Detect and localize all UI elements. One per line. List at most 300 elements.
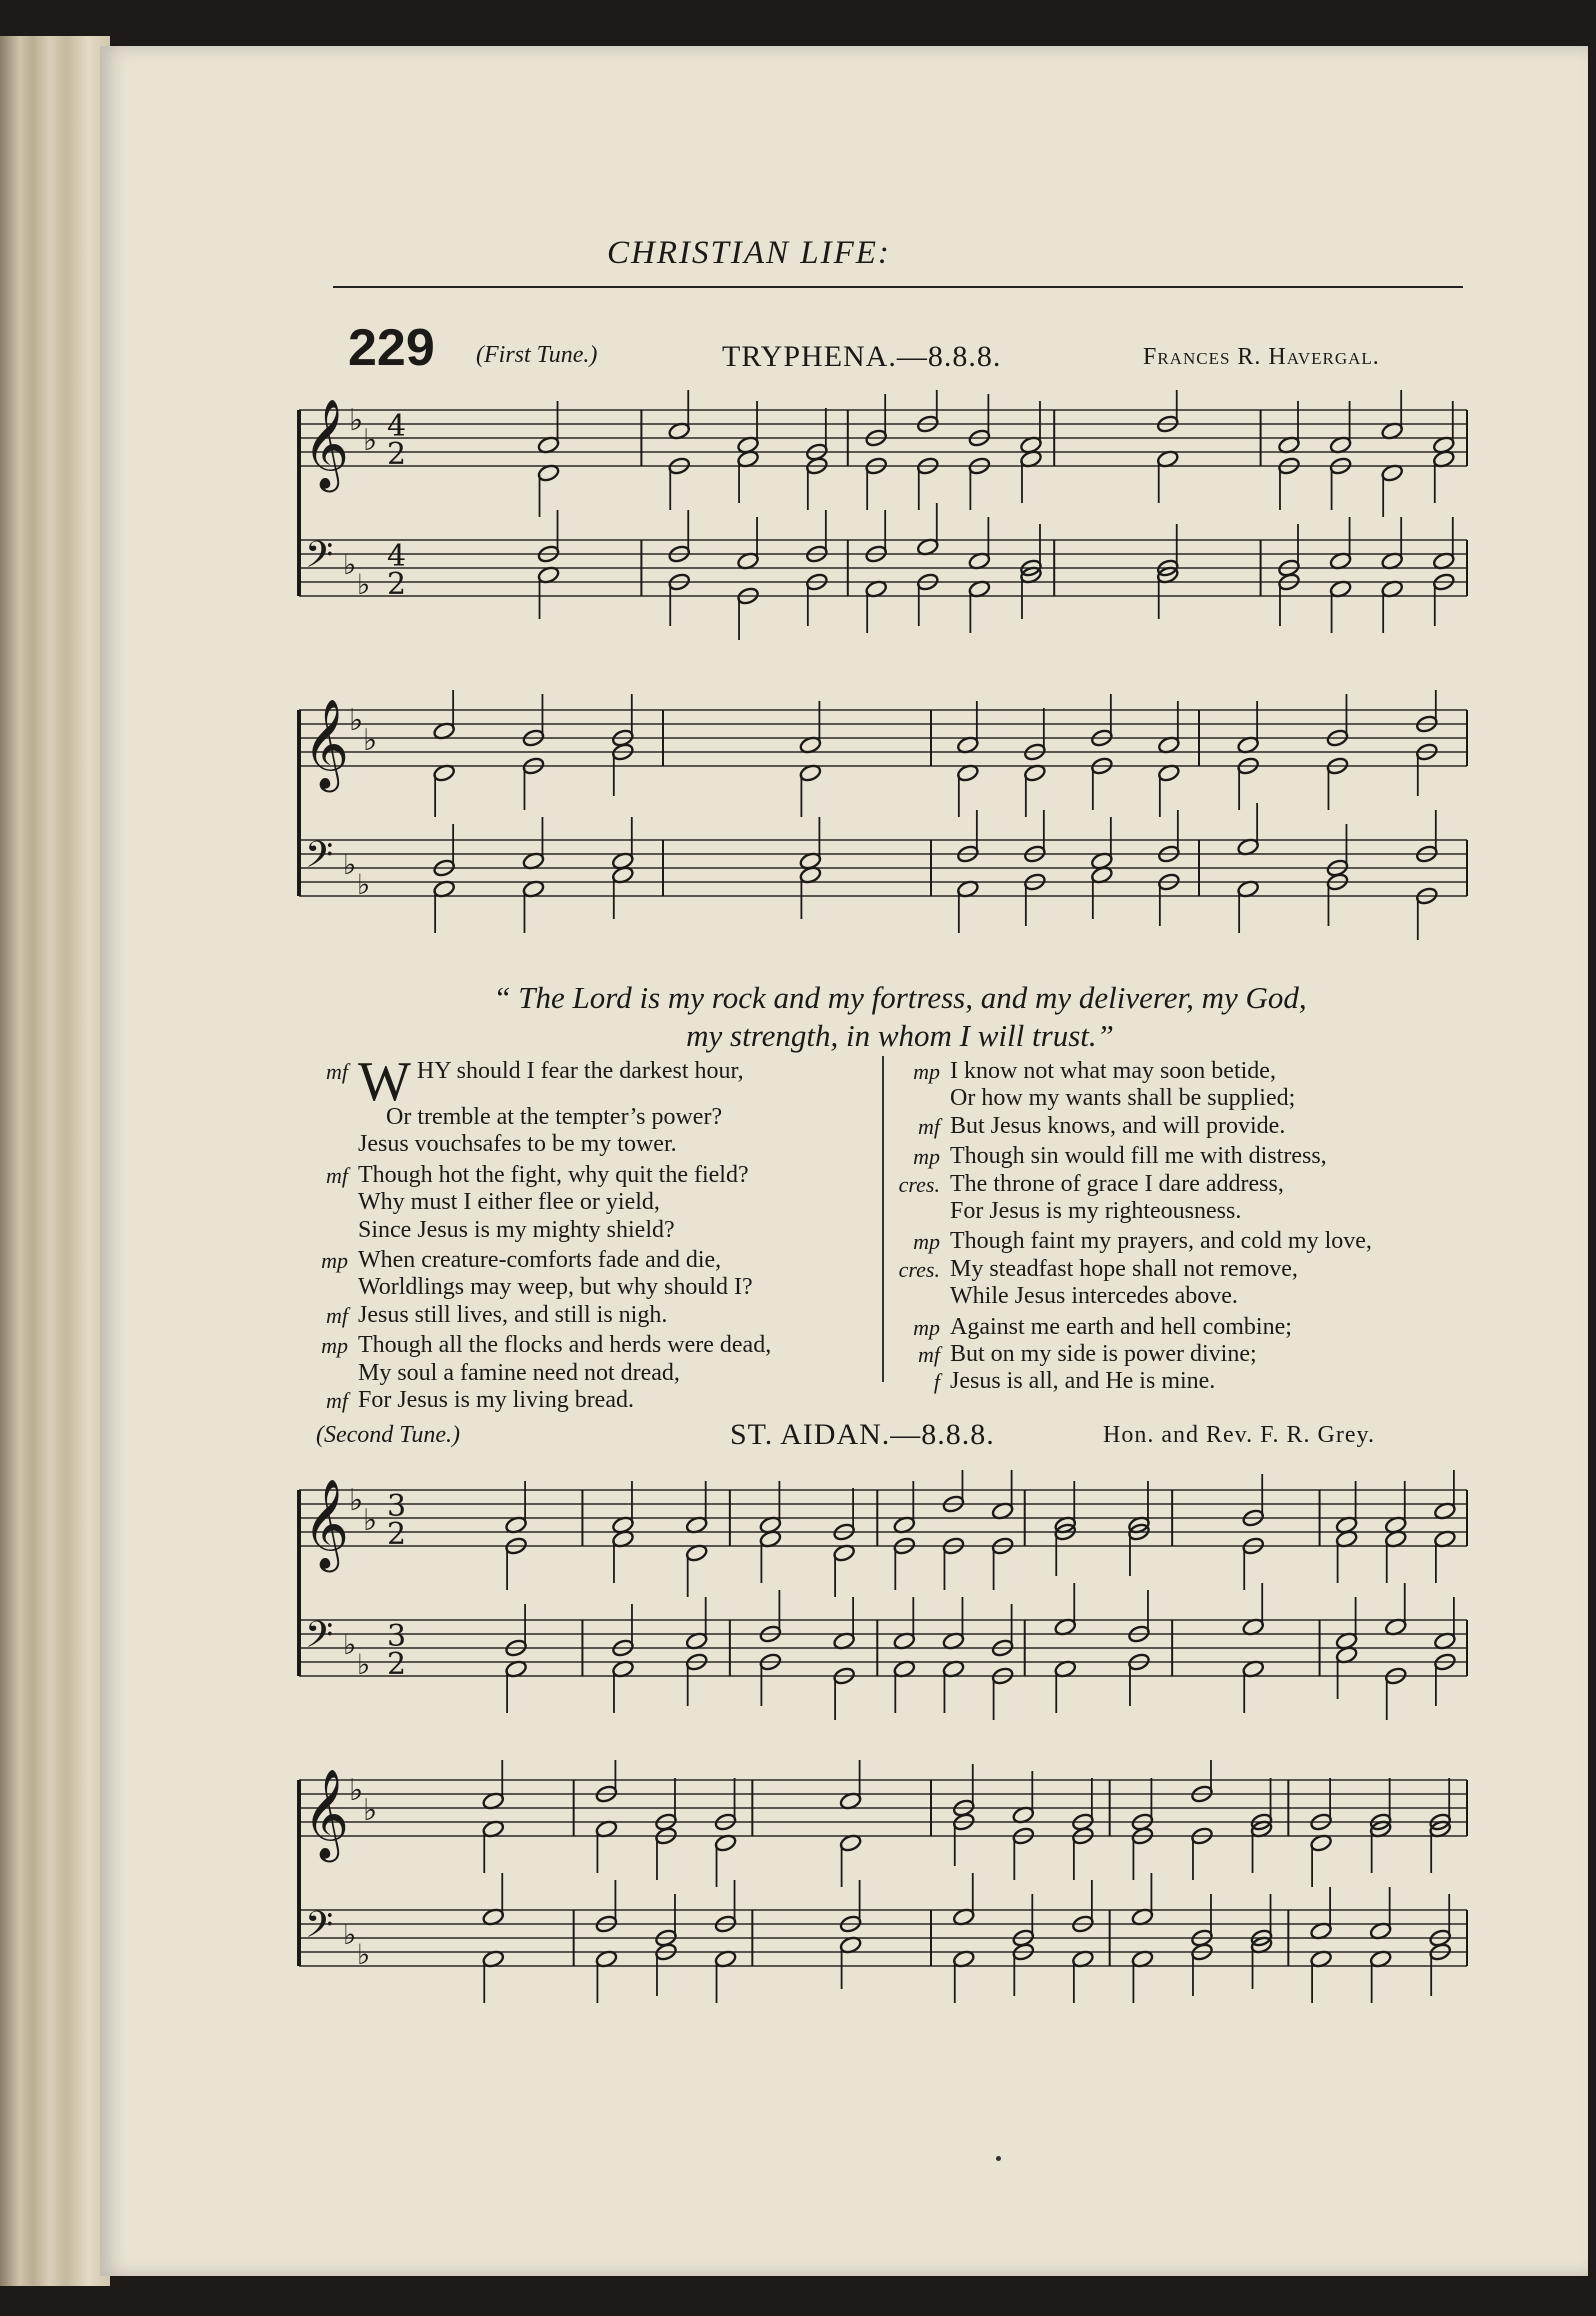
note (1023, 708, 1046, 762)
note (1019, 449, 1042, 503)
dynamic-marking (300, 1274, 358, 1301)
note (805, 572, 828, 626)
note (1384, 1666, 1407, 1720)
dynamic-marking: mf (326, 1059, 348, 1084)
verse-left-line (300, 1051, 880, 1113)
note (952, 1812, 975, 1866)
dynamic-marking (300, 1104, 358, 1131)
note (1156, 390, 1179, 434)
verse-left-line (300, 1247, 880, 1274)
note (799, 701, 822, 755)
note (952, 1873, 975, 1927)
verse-text: For Jesus is my righteousness. (950, 1198, 1242, 1225)
note (1277, 524, 1300, 578)
note (799, 817, 822, 871)
note (968, 456, 991, 510)
verse-right-line (892, 1143, 1482, 1170)
dynamic-marking: f (933, 1369, 940, 1395)
verse-right-line (892, 1228, 1482, 1255)
note (864, 579, 887, 633)
note (1131, 1778, 1154, 1832)
note (611, 1529, 634, 1583)
verse-text: Or how my wants shall be supplied; (950, 1085, 1296, 1112)
note (1432, 517, 1455, 571)
note (1329, 517, 1352, 571)
st-aidan-system-2 (295, 1760, 1475, 2050)
note (1190, 1942, 1213, 1996)
verse-text: Jesus still lives, and still is nigh. (358, 1301, 668, 1328)
note (864, 510, 887, 564)
note (1012, 1826, 1035, 1880)
verse-left-line (300, 1332, 880, 1359)
note (685, 1652, 708, 1706)
note (1329, 401, 1352, 455)
verse-right-line (892, 1283, 1482, 1310)
note (1415, 742, 1438, 796)
note (1309, 1887, 1332, 1941)
running-head: CHRISTIAN LIFE: (607, 235, 891, 271)
note (1433, 1470, 1456, 1521)
note (1242, 1583, 1265, 1637)
note (1326, 872, 1349, 926)
note (611, 817, 634, 871)
dynamic-marking: mf (326, 1302, 348, 1328)
note (504, 1659, 527, 1713)
verse-text: Though sin would fill me with distress, (950, 1143, 1327, 1170)
note (1415, 810, 1438, 864)
hymn-number: 229 (348, 319, 435, 377)
note (1023, 872, 1046, 926)
note (805, 510, 828, 564)
dynamic-marking: mp (913, 1229, 940, 1255)
verse-text: While Jesus intercedes above. (950, 1283, 1238, 1310)
note (1190, 1894, 1213, 1948)
time-signature: 2 (387, 1517, 407, 1552)
note (1326, 824, 1349, 878)
note (1012, 1894, 1035, 1948)
note (685, 1543, 708, 1597)
note (916, 572, 939, 626)
note (1384, 1481, 1407, 1535)
note (1432, 449, 1455, 503)
note (916, 456, 939, 510)
note (595, 1760, 618, 1804)
note (1380, 390, 1403, 441)
note (893, 1659, 916, 1713)
header-rule (333, 286, 1463, 288)
note (1428, 1942, 1451, 1996)
staff (299, 1490, 1467, 1546)
note (942, 1597, 965, 1651)
note (1326, 756, 1349, 810)
note (1432, 572, 1455, 626)
note (1156, 565, 1179, 619)
note (1428, 1894, 1451, 1948)
verses-right-column (892, 1058, 1482, 1396)
dynamic-marking: mp (913, 1314, 940, 1340)
note (1157, 872, 1180, 926)
note (1369, 1949, 1392, 2003)
note (916, 390, 939, 434)
note (1415, 886, 1438, 940)
note (432, 763, 455, 817)
note (1242, 1536, 1265, 1590)
tryphena-system-1 (295, 390, 1475, 660)
note (714, 1833, 737, 1887)
flat-sign: ♭ (363, 1793, 378, 1828)
dynamic-marking: mf (918, 1342, 940, 1368)
verses-left-column (300, 1051, 880, 1414)
verse-text: Against me earth and hell combine; (950, 1313, 1292, 1340)
note (668, 456, 691, 510)
note (839, 1760, 862, 1811)
note (942, 1536, 965, 1590)
note (1309, 1778, 1332, 1832)
flat-sign: ♭ (357, 1938, 371, 1971)
note (611, 865, 634, 919)
note (1369, 1887, 1392, 1941)
treble-clef: 𝄞 (303, 699, 350, 789)
note (1156, 449, 1179, 503)
note (537, 463, 560, 517)
note (522, 694, 545, 748)
dynamic-marking: cres. (898, 1171, 940, 1197)
note (1335, 1529, 1358, 1583)
note (1127, 1522, 1150, 1576)
note (432, 879, 455, 933)
note (736, 586, 759, 640)
note (968, 517, 991, 571)
note (714, 1949, 737, 2003)
note (1127, 1590, 1150, 1644)
first-tune-name: TRYPHENA.—8.8.8. (722, 340, 1002, 373)
note (1236, 803, 1259, 857)
note (1335, 1481, 1358, 1535)
epigraph-line-1: “ The Lord is my rock and my fortress, and my deliverer, my God, (493, 980, 1307, 1015)
note (1433, 1529, 1456, 1583)
note (805, 456, 828, 510)
second-tune-name: ST. AIDAN.—8.8.8. (730, 1418, 995, 1451)
note (864, 394, 887, 448)
note (1433, 1597, 1456, 1651)
note (685, 1597, 708, 1651)
staff (299, 1910, 1467, 1966)
note (1190, 1826, 1213, 1880)
verse-right-line (892, 1341, 1482, 1368)
book-page-edges (0, 36, 110, 2286)
bass-clef: 𝄢 (305, 834, 334, 885)
note (1277, 401, 1300, 455)
note (864, 456, 887, 510)
dynamic-marking: mp (913, 1144, 940, 1170)
note (1090, 865, 1113, 919)
note (537, 510, 560, 564)
note (1090, 756, 1113, 810)
note (522, 756, 545, 810)
verse-right-line (892, 1256, 1482, 1283)
note (942, 1659, 965, 1713)
note (839, 1833, 862, 1887)
dynamic-marking (892, 1085, 950, 1112)
note (759, 1590, 782, 1644)
note (952, 1949, 975, 2003)
verse-text: Since Jesus is my mighty shield? (358, 1216, 675, 1243)
flat-sign: ♭ (363, 423, 378, 458)
note (1242, 1474, 1265, 1528)
note (1433, 1652, 1456, 1706)
note (893, 1481, 916, 1535)
note (839, 1935, 862, 1989)
verse-right-line (892, 1058, 1482, 1085)
note (1019, 401, 1042, 455)
dynamic-marking (892, 1198, 950, 1225)
verse-right-line (892, 1085, 1482, 1112)
note (1190, 1760, 1213, 1804)
verse-right-line (892, 1368, 1482, 1395)
note (1432, 401, 1455, 455)
note (595, 1819, 618, 1873)
verse-text: Why must I either flee or yield, (358, 1189, 660, 1216)
note (1309, 1833, 1332, 1887)
note (714, 1778, 737, 1832)
dynamic-marking (300, 1360, 358, 1387)
note (991, 1604, 1014, 1658)
note (1157, 810, 1180, 864)
time-signature: 2 (387, 567, 407, 602)
note (832, 1597, 855, 1651)
verse-text: My steadfast hope shall not remove, (950, 1255, 1298, 1282)
note (611, 742, 634, 796)
dynamic-marking: mp (913, 1059, 940, 1084)
note (832, 1666, 855, 1720)
verse-text: Jesus vouchsafes to be my tower. (358, 1131, 677, 1158)
note (893, 1597, 916, 1651)
verse-text: WHY should I fear the darkest hour, (358, 1051, 744, 1113)
note (522, 879, 545, 933)
dynamic-marking (300, 1131, 358, 1158)
note (1012, 1942, 1035, 1996)
note (611, 1481, 634, 1535)
note (1236, 879, 1259, 933)
note (668, 510, 691, 564)
flat-sign: ♭ (363, 1503, 378, 1538)
note (714, 1880, 737, 1934)
note (968, 394, 991, 448)
staff (299, 840, 1467, 896)
note (1384, 1583, 1407, 1637)
staff (299, 1620, 1467, 1676)
note (537, 565, 560, 619)
time-signature: 4 (387, 409, 407, 444)
verse-right-line (892, 1314, 1482, 1341)
note (1157, 763, 1180, 817)
dynamic-marking (300, 1217, 358, 1244)
time-signature: 2 (387, 437, 407, 472)
treble-clef: 𝄞 (303, 1479, 350, 1569)
flat-sign: ♭ (363, 723, 378, 758)
note (1054, 1583, 1077, 1637)
note (1054, 1659, 1077, 1713)
note (611, 694, 634, 748)
verse-left-line (300, 1217, 880, 1244)
note (1335, 1597, 1358, 1651)
flat-sign: ♭ (343, 848, 357, 881)
page-mark (996, 2156, 1001, 2161)
time-signature: 3 (387, 1619, 407, 1654)
note (1071, 1880, 1094, 1934)
note (1012, 1771, 1035, 1825)
staff (299, 710, 1467, 766)
note (482, 1819, 505, 1873)
note (1335, 1645, 1358, 1699)
verse-left-line (300, 1274, 880, 1301)
verse-text: I know not what may soon betide, (950, 1058, 1276, 1084)
note (991, 1536, 1014, 1590)
verse-text: Jesus is all, and He is mine. (950, 1368, 1216, 1395)
flat-sign: ♭ (349, 1773, 364, 1808)
verse-right-line (892, 1171, 1482, 1198)
first-tune-label: (First Tune.) (476, 342, 598, 368)
treble-clef: 𝄞 (303, 1769, 350, 1859)
note (685, 1481, 708, 1535)
verse-text: Though faint my prayers, and cold my love, (950, 1228, 1372, 1255)
note (611, 1659, 634, 1713)
note (1250, 1819, 1273, 1873)
note (952, 1764, 975, 1818)
note (1131, 1949, 1154, 2003)
note (1380, 463, 1403, 517)
note (1071, 1826, 1094, 1880)
verse-left-line (300, 1131, 880, 1158)
note (1131, 1826, 1154, 1880)
note (1428, 1819, 1451, 1873)
flat-sign: ♭ (343, 548, 357, 581)
flat-sign: ♭ (343, 1918, 357, 1951)
dynamic-marking: mf (326, 1388, 348, 1414)
dynamic-marking (300, 1189, 358, 1216)
dynamic-marking: mf (326, 1162, 348, 1188)
note (654, 1894, 677, 1948)
flat-sign: ♭ (349, 403, 364, 438)
note (432, 690, 455, 741)
dynamic-marking: mp (321, 1333, 348, 1359)
note (595, 1949, 618, 2003)
note (956, 810, 979, 864)
note (611, 1604, 634, 1658)
note (759, 1481, 782, 1535)
note (991, 1470, 1014, 1521)
verse-right-line (892, 1113, 1482, 1140)
note (1369, 1819, 1392, 1873)
verse-text: The throne of grace I dare address, (950, 1170, 1284, 1197)
verse-left-line (300, 1162, 880, 1189)
treble-clef: 𝄞 (303, 399, 350, 489)
note (1242, 1659, 1265, 1713)
dynamic-marking: mf (918, 1113, 940, 1139)
verse-left-line (300, 1104, 880, 1131)
epigraph-line-2: my strength, in whom I will trust.” (686, 1018, 1114, 1053)
note (504, 1604, 527, 1658)
note (759, 1652, 782, 1706)
note (805, 408, 828, 462)
bass-clef: 𝄢 (305, 534, 334, 585)
verse-right-line (892, 1198, 1482, 1225)
note (1023, 763, 1046, 817)
note (1329, 579, 1352, 633)
flat-sign: ♭ (357, 868, 371, 901)
note (1090, 694, 1113, 748)
note (522, 817, 545, 871)
verse-text: But Jesus knows, and will provide. (950, 1112, 1286, 1139)
note (654, 1826, 677, 1880)
st-aidan-system-1 (295, 1470, 1475, 1740)
verse-left-line (300, 1387, 880, 1414)
bass-clef: 𝄢 (305, 1614, 334, 1665)
note (1384, 1529, 1407, 1583)
note (595, 1880, 618, 1934)
note (482, 1873, 505, 1927)
note (759, 1529, 782, 1583)
dynamic-marking: cres. (898, 1256, 940, 1282)
note (1131, 1873, 1154, 1927)
flat-sign: ♭ (349, 1483, 364, 1518)
note (916, 503, 939, 557)
flat-sign: ♭ (343, 1628, 357, 1661)
note (1090, 817, 1113, 871)
note (668, 572, 691, 626)
flat-sign: ♭ (349, 703, 364, 738)
note (799, 865, 822, 919)
verse-text: But on my side is power divine; (950, 1341, 1257, 1368)
column-divider (882, 1056, 884, 1382)
note (537, 401, 560, 455)
note (1309, 1949, 1332, 2003)
note (1236, 701, 1259, 755)
verse-text: When creature-comforts fade and die, (358, 1247, 722, 1274)
verse-text: Or tremble at the tempter’s power? (386, 1104, 723, 1130)
note (1054, 1522, 1077, 1576)
tryphena-system-2 (295, 690, 1475, 960)
verse-left-line (300, 1302, 880, 1329)
note (1071, 1778, 1094, 1832)
note (1380, 517, 1403, 571)
dynamic-marking (892, 1283, 950, 1310)
note (1329, 456, 1352, 510)
note (1277, 456, 1300, 510)
note (482, 1949, 505, 2003)
flat-sign: ♭ (357, 568, 371, 601)
note (942, 1470, 965, 1514)
note (1380, 579, 1403, 633)
note (799, 763, 822, 817)
bass-clef: 𝄢 (305, 1904, 334, 1955)
note (1415, 690, 1438, 734)
second-tune-label: (Second Tune.) (316, 1422, 460, 1448)
time-signature: 4 (387, 539, 407, 574)
verse-text: Though all the flocks and herds were dead, (358, 1332, 772, 1359)
note (991, 1666, 1014, 1720)
note (654, 1778, 677, 1832)
note (432, 824, 455, 878)
note (736, 401, 759, 455)
note (668, 390, 691, 441)
note (1019, 565, 1042, 619)
verse-text: My soul a famine need not dread, (358, 1359, 680, 1386)
note (654, 1942, 677, 1996)
note (1236, 756, 1259, 810)
verse-text: Worldlings may weep, but why should I? (358, 1274, 753, 1301)
note (1277, 572, 1300, 626)
